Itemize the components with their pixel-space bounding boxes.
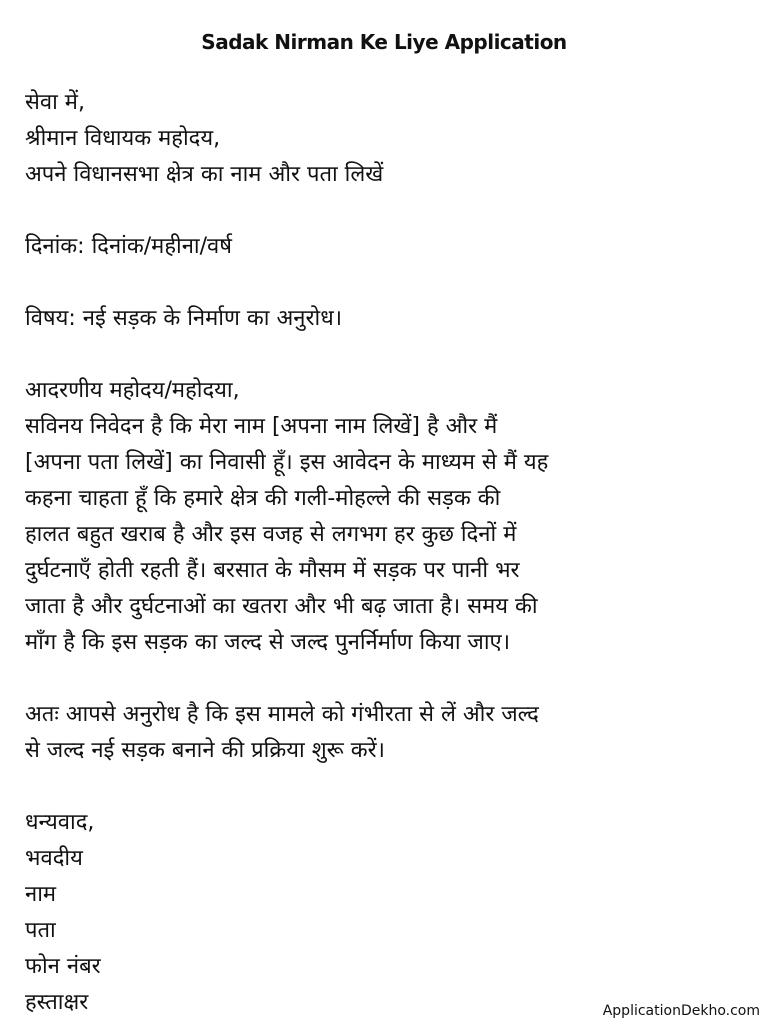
body-line: जाता है और दुर्घटनाओं का खतरा और भी बढ़ जाता है। समय की [25, 594, 538, 619]
date-line: दिनांक: दिनांक/महीना/वर्ष [25, 234, 232, 259]
closing-address: पता [25, 918, 56, 943]
closing-phone: फोन नंबर [25, 954, 101, 979]
spacer [25, 769, 755, 805]
closing-thanks: धन्यवाद, [25, 810, 95, 835]
recipient-address: अपने विधानसभा क्षेत्र का नाम और पता लिखें [25, 162, 384, 187]
page-title: Sadak Nirman Ke Liye Application [201, 30, 567, 54]
body-line: कहना चाहता हूँ कि हमारे क्षेत्र की गली-मोहल्ले की सड़क की [25, 486, 501, 511]
closing-name: नाम [25, 882, 57, 907]
body-line: माँग है कि इस सड़क का जल्द से जल्द पुनर्निर्माण किया जाए। [25, 630, 511, 655]
subject-line: विषय: नई सड़क के निर्माण का अनुरोध। [25, 306, 343, 331]
spacer [25, 265, 755, 301]
request-line: से जल्द नई सड़क बनाने की प्रक्रिया शुरू करें। [25, 738, 385, 763]
site-watermark: ApplicationDekho.com [602, 1003, 760, 1019]
letter-body [25, 85, 755, 1021]
spacer [25, 193, 755, 229]
body-line: दुर्घटनाएँ होती रहती हैं। बरसात के मौसम में सड़क पर पानी भर [25, 558, 520, 583]
spacer [25, 337, 755, 373]
recipient-salutation: सेवा में, [25, 90, 85, 115]
recipient-designation: श्रीमान विधायक महोदय, [25, 126, 221, 151]
body-line: हालत बहुत खराब है और इस वजह से लगभग हर कुछ दिनों में [25, 522, 517, 547]
closing-signature: हस्ताक्षर [25, 990, 89, 1015]
body-line: सविनय निवेदन है कि मेरा नाम [अपना नाम लिखें] है और मैं [25, 414, 498, 439]
body-line: [अपना पता लिखें] का निवासी हूँ। इस आवेदन के माध्यम से मैं यह [25, 450, 549, 475]
greeting: आदरणीय महोदय/महोदया, [25, 378, 240, 403]
request-line: अतः आपसे अनुरोध है कि इस मामले को गंभीरता से लें और जल्द [25, 702, 539, 727]
spacer [25, 661, 755, 697]
closing-yours: भवदीय [25, 846, 83, 871]
